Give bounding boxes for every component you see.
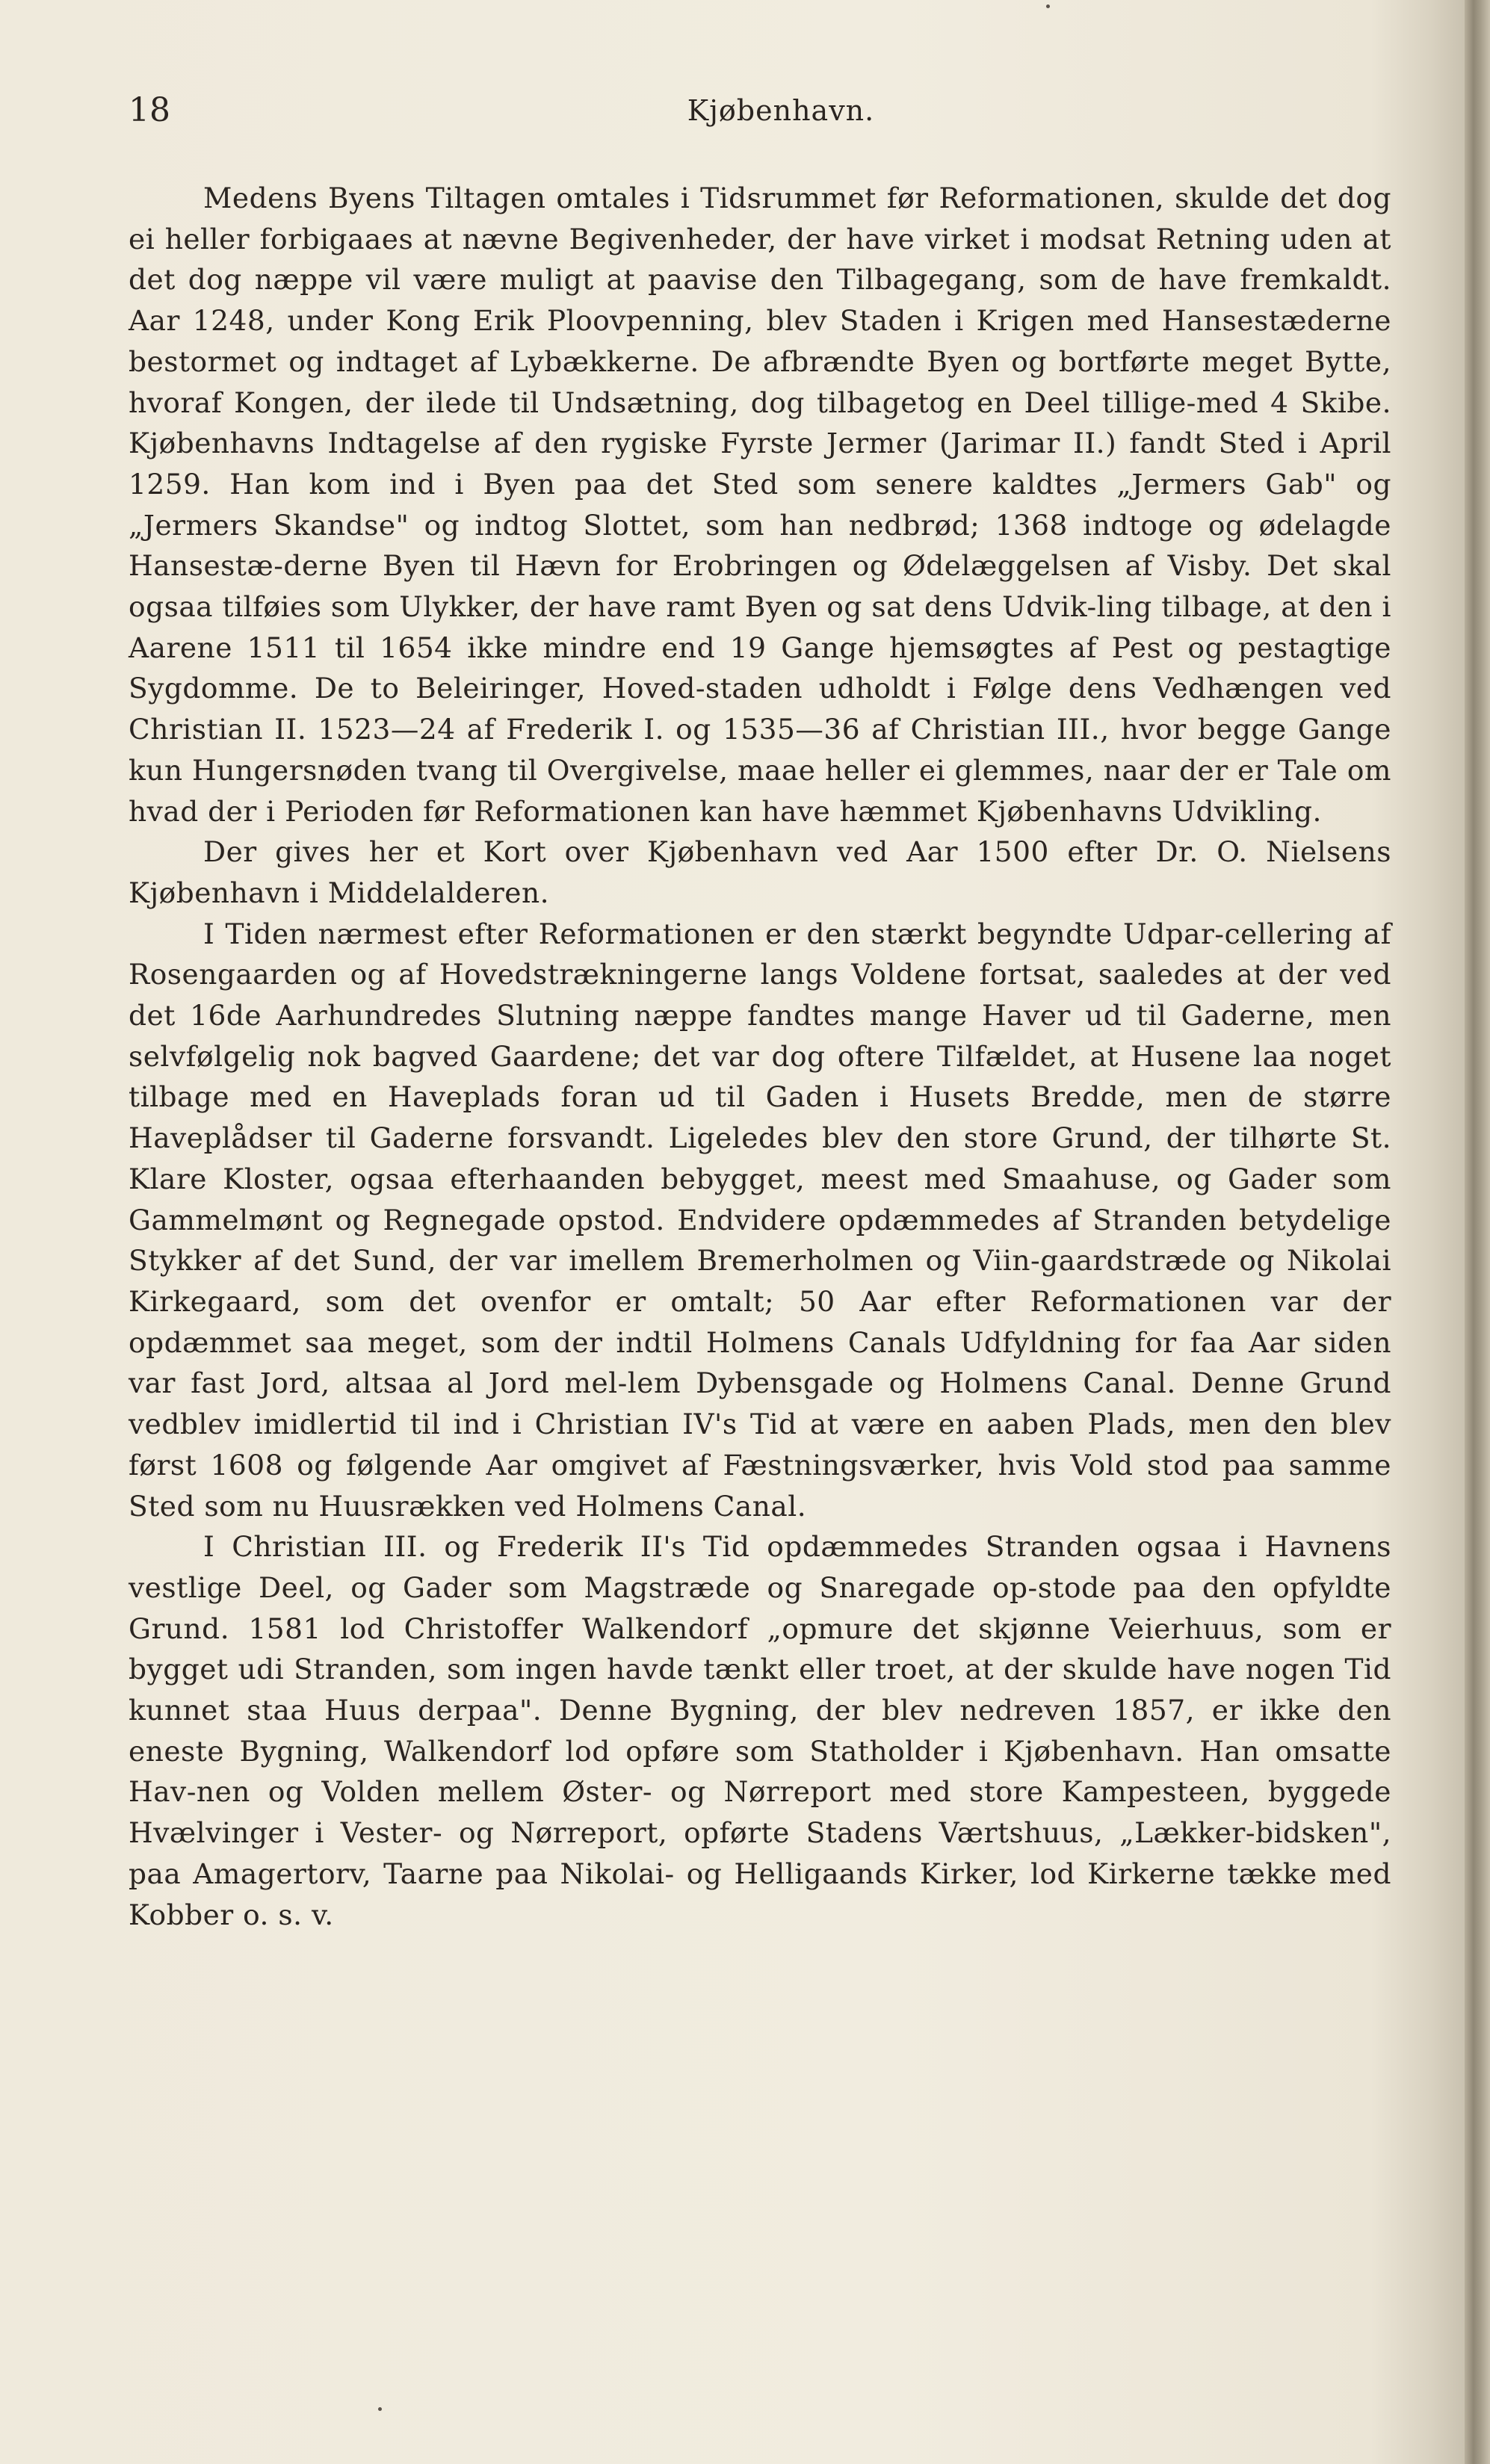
running-head: Kjøbenhavn. bbox=[687, 94, 875, 127]
page-number: 18 bbox=[129, 91, 170, 129]
page-edge-shadow bbox=[1465, 0, 1490, 2464]
paragraph-2: Der gives her et Kort over Kjøbenhavn ved Aar 1500 efter Dr. O. Nielsens Kjøbenhavn i Middelalderen. bbox=[129, 835, 1391, 909]
page-header bbox=[129, 88, 1433, 133]
paragraph-1: Medens Byens Tiltagen omtales i Tidsrummet før Reformationen, skulde det dog ei heller forbigaaes at nævne Begivenheder, der have virket i modsat Retning uden at det dog næppe vil være muligt at paavise den Tilbagegang, som de have fremkaldt. Aar 1248, under Kong Erik Ploovpenning, blev Staden i Krigen med Hansestæderne bestormet og indtaget af Lybækkerne. De afbrændte Byen og bortførte meget Bytte, hvoraf Kongen, der ilede til Undsætning, dog tilbagetog en Deel tillige-med 4 Skibe. Kjøbenhavns Indtagelse af den rygiske Fyrste Jermer (Jarimar II.) fandt Sted i April 1259. Han kom ind i Byen paa det Sted som senere kaldtes „Jermers Gab" og „Jermers Skandse" og indtog Slottet, som han nedbrød; 1368 indtoge og ødelagde Hansestæ-derne Byen til Hævn for Erobringen og Ødelæggelsen af Visby. Det skal ogsaa tilføies som Ulykker, der have ramt Byen og sat dens Udvik-ling tilbage, at den i Aarene 1511 til 1654 ikke mindre end 19 Gange hjemsøgtes af Pest og pestagtige Sygdomme. De to Beleiringer, Hoved-staden udholdt i Følge dens Vedhængen ved Christian II. 1523—24 af Frederik I. og 1535—36 af Christian III., hvor begge Gange kun Hungersnøden tvang til Overgivelse, maae heller ei glemmes, naar der er Tale om hvad der i Perioden før Reformationen kan have hæmmet Kjøbenhavns Udvikling. bbox=[129, 182, 1391, 828]
paragraph-4: I Christian III. og Frederik II's Tid opdæmmedes Stranden ogsaa i Havnens vestlige Deel, og Gader som Magstræde og Snaregade op-stode paa den opfyldte Grund. 1581 lod Christoffer Walkendorf „opmure det skjønne Veierhuus, som er bygget udi Stranden, som ingen havde tænkt eller troet, at der skulde have nogen Tid kunnet staa Huus derpaa". Denne Bygning, der blev nedreven 1857, er ikke den eneste Bygning, Walkendorf lod opføre som Statholder i Kjøbenhavn. Han omsatte Hav-nen og Volden mellem Øster- og Nørreport med store Kampesteen, byggede Hvælvinger i Vester- og Nørreport, opførte Stadens Værtshuus, „Lækker-bidsken", paa Amagertorv, Taarne paa Nikolai- og Helligaands Kirker, lod Kirkerne tække med Kobber o. s. v. bbox=[129, 1530, 1391, 1931]
bottom-speck bbox=[378, 2407, 382, 2411]
top-speck bbox=[1046, 4, 1050, 8]
paragraph-3: I Tiden nærmest efter Reformationen er den stærkt begyndte Udpar-cellering af Rosengaarden og af Hovedstrækningerne langs Voldene fortsat, saaledes at der ved det 16de Aarhundredes Slutning næppe fandtes mange Haver ud til Gaderne, men selvfølgelig nok bagved Gaardene; det var dog oftere Tilfældet, at Husene laa noget tilbage med en Haveplads foran ud til Gaden i Husets Bredde, men de større Haveplådser til Gaderne forsvandt. Ligeledes blev den store Grund, der tilhørte St. Klare Kloster, ogsaa efterhaanden bebygget, meest med Smaahuse, og Gader som Gammelmønt og Regnegade opstod. Endvidere opdæmmedes af Stranden betydelige Stykker af det Sund, der var imellem Bremerholmen og Viin-gaardstræde og Nikolai Kirkegaard, som det ovenfor er omtalt; 50 Aar efter Reformationen var der opdæmmet saa meget, som der indtil Holmens Canals Udfyldning for faa Aar siden var fast Jord, altsaa al Jord mel-lem Dybensgade og Holmens Canal. Denne Grund vedblev imidlertid til ind i Christian IV's Tid at være en aaben Plads, men den blev først 1608 og følgende Aar omgivet af Fæstningsværker, hvis Vold stod paa samme Sted som nu Huusrækken ved Holmens Canal. bbox=[129, 917, 1391, 1523]
body-text bbox=[129, 178, 1391, 1935]
